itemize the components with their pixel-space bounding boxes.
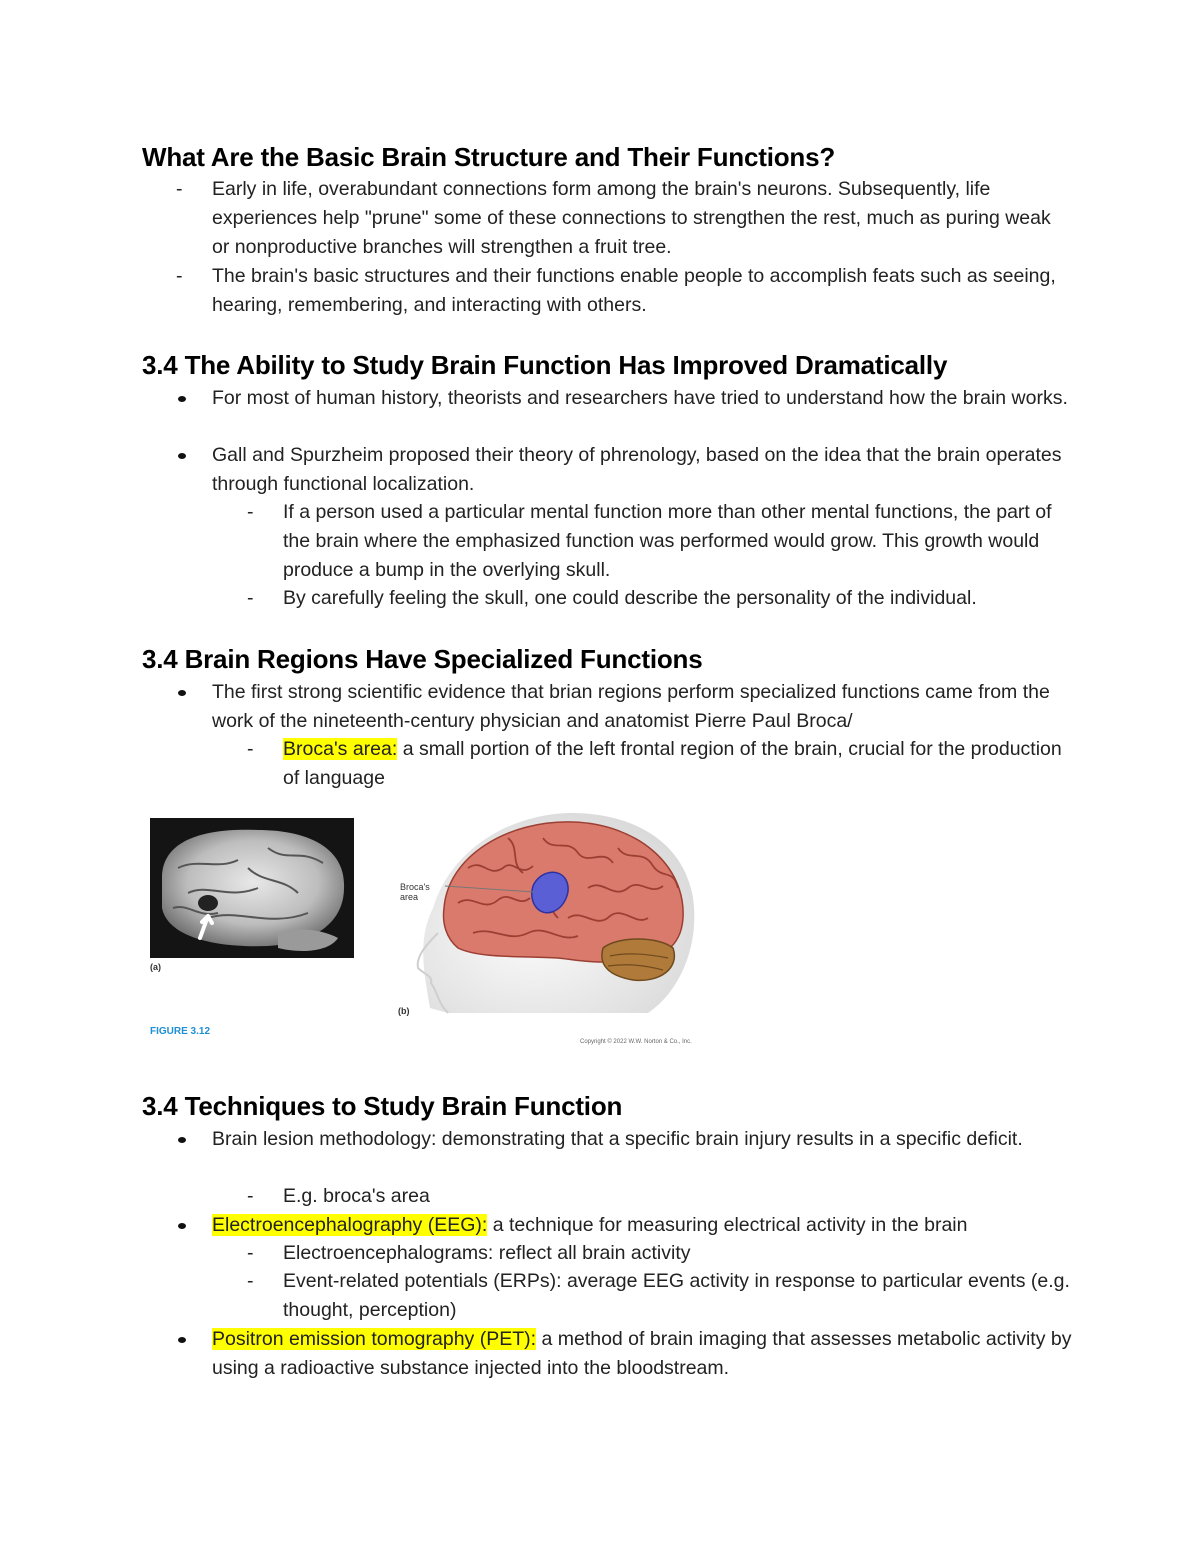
- dash-marker: -: [247, 1270, 254, 1292]
- item-text: Electroencephalograms: reflect all brain activity: [283, 1242, 691, 1264]
- dash-marker: -: [247, 501, 254, 523]
- list-item: [247, 1267, 1073, 1325]
- item-text: Early in life, overabundant connections form among the brain's neurons. Subsequently, life experiences help "prune" some of these connections to strengthen the rest, much as puring weak or nonproductive branches will strengthen a fruit tree.: [212, 178, 1051, 258]
- panel-a-photo: [150, 818, 354, 972]
- highlighted-term: Positron emission tomography (PET):: [212, 1328, 537, 1350]
- callout-label: area: [400, 892, 419, 902]
- list-item: [212, 441, 1072, 499]
- bullet-marker: [178, 453, 186, 459]
- highlighted-term: Electroencephalography (EEG):: [212, 1214, 488, 1236]
- item-text: The brain's basic structures and their functions enable people to accomplish feats such as seeing, hearing, remembering, and interacting with others.: [212, 265, 1056, 316]
- item-text: By carefully feeling the skull, one could describe the personality of the individual.: [283, 587, 977, 609]
- item-text: [212, 1325, 1072, 1383]
- item-text: The first strong scientific evidence that brian regions perform specialized functions came from the work of the nineteenth-century physician and anatomist Pierre Paul Broca/: [212, 681, 1050, 732]
- section-heading: What Are the Basic Brain Structure and Their Functions?: [142, 142, 836, 172]
- dash-marker: -: [247, 1242, 254, 1264]
- list-item: [247, 735, 1073, 793]
- section-heading: 3.4 The Ability to Study Brain Function Has Improved Dramatically: [142, 350, 948, 380]
- panel-b-label: (b): [398, 1006, 410, 1016]
- item-text: Event-related potentials (ERPs): average EEG activity in response to particular events (e.g. thought, perception): [283, 1270, 1070, 1321]
- definition-text: a technique for measuring electrical activity in the brain: [487, 1214, 968, 1236]
- list-item: [212, 1325, 1072, 1383]
- list-item: [247, 1182, 1073, 1211]
- list-item: [176, 262, 1072, 320]
- definition-text: a small portion of the left frontal region of the brain, crucial for the production of language: [283, 738, 1062, 789]
- brain-figure: [148, 808, 708, 1048]
- highlighted-term: Broca's area:: [283, 738, 398, 760]
- definition-text: a method of brain imaging that assesses metabolic activity by using a radioactive substance injected into the bloodstream.: [212, 1328, 1072, 1379]
- item-text: E.g. broca's area: [283, 1185, 430, 1207]
- section-heading: 3.4 Techniques to Study Brain Function: [142, 1091, 623, 1121]
- callout-label: Broca's: [400, 882, 430, 892]
- bullet-marker: [178, 1223, 186, 1229]
- bullet-marker: [178, 690, 186, 696]
- list-item: [212, 678, 1072, 736]
- panel-a-label: (a): [150, 962, 161, 972]
- list-item: [212, 384, 1072, 413]
- list-item: [247, 498, 1073, 584]
- item-text: [283, 735, 1073, 793]
- panel-b-illustration: [398, 813, 694, 1016]
- list-item: [176, 175, 1072, 261]
- dash-marker: -: [176, 178, 183, 200]
- bullet-marker: [178, 396, 186, 402]
- item-text: If a person used a particular mental function more than other mental functions, the part of the brain where the emphasized function was performed would grow. This growth would produce a bump in the overlying skull.: [283, 501, 1052, 581]
- copyright-notice: Copyright © 2022 W.W. Norton & Co., Inc.: [580, 1039, 692, 1045]
- figure-label: FIGURE 3.12: [150, 1026, 211, 1037]
- list-item: [212, 1211, 1072, 1240]
- list-item: [247, 1239, 1073, 1268]
- dash-marker: -: [176, 265, 183, 287]
- dash-marker: -: [247, 587, 254, 609]
- section-heading: 3.4 Brain Regions Have Specialized Functions: [142, 644, 703, 674]
- item-text: [212, 1211, 1072, 1240]
- bullet-marker: [178, 1337, 186, 1343]
- bullet-marker: [178, 1137, 186, 1143]
- list-item: [212, 1125, 1072, 1154]
- item-text: Brain lesion methodology: demonstrating that a specific brain injury results in a specific deficit.: [212, 1128, 1023, 1150]
- item-text: For most of human history, theorists and researchers have tried to understand how the brain works.: [212, 387, 1068, 409]
- dash-marker: -: [247, 738, 254, 760]
- item-text: Gall and Spurzheim proposed their theory of phrenology, based on the idea that the brain operates through functional localization.: [212, 444, 1062, 495]
- list-item: [247, 584, 1073, 613]
- dash-marker: -: [247, 1185, 254, 1207]
